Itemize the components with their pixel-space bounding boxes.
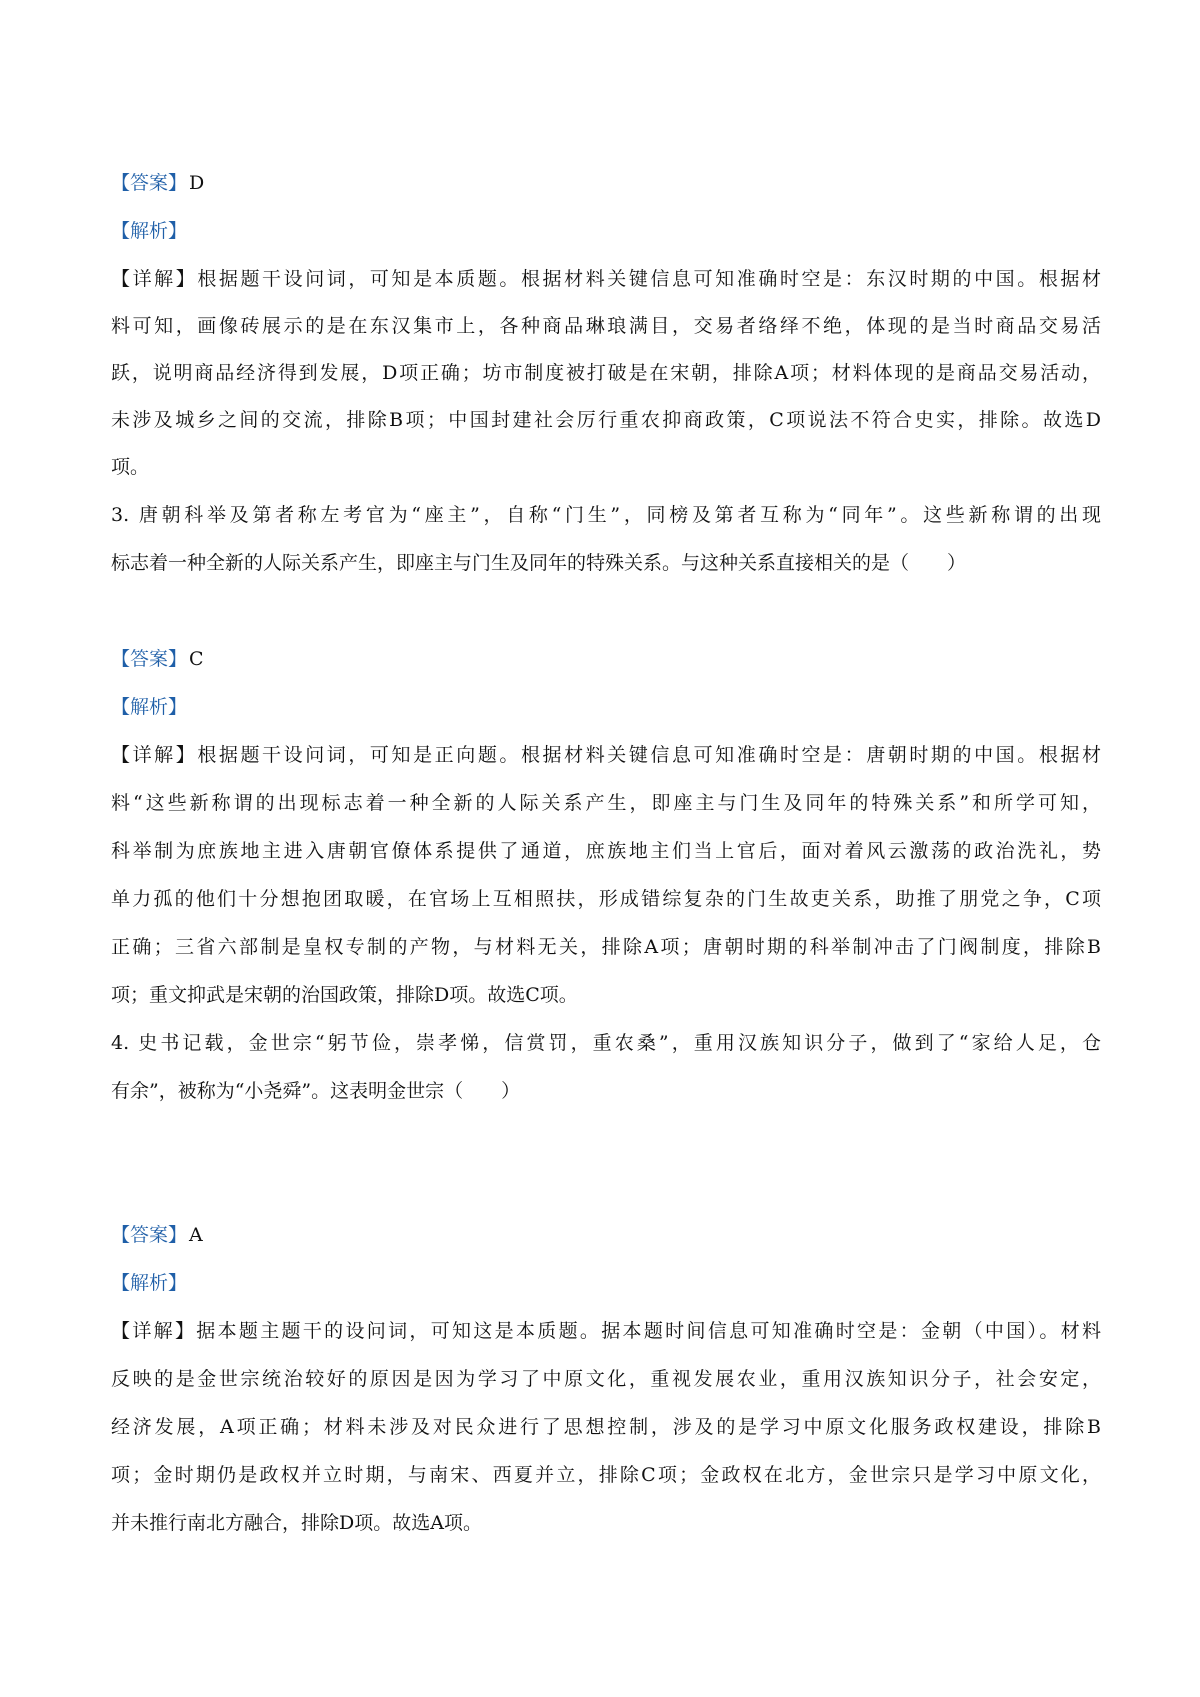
q2-detail-line-4: 未涉及城乡之间的交流，排除B项；中国封建社会厉行重农抑商政策，C项说法不符合史实，排除。故选D xyxy=(111,409,1101,431)
q2-detail-line-5: 项。 xyxy=(111,456,150,478)
q4-detail-line-2: 反映的是金世宗统治较好的原因是因为学习了中原文化，重视发展农业，重用汉族知识分子，社会安定， xyxy=(111,1368,1101,1390)
answer-tag: 【答案】 xyxy=(111,172,188,194)
q3-stem-line-1: 3. 唐朝科举及第者称左考官为“座主”，自称“门生”，同榜及第者互称为“同年”。这些新称谓的出现 xyxy=(111,504,1101,526)
q3-detail-line-3: 科举制为庶族地主进入唐朝官僚体系提供了通道，庶族地主们当上官后，面对着风云激荡的政治洗礼，势 xyxy=(111,840,1101,862)
q4-stem-line-2: 有余”，被称为“小尧舜”。这表明金世宗（ ） xyxy=(111,1080,521,1102)
q4-answer xyxy=(111,1222,1101,1248)
q3-analysis-heading xyxy=(111,694,1101,720)
answer-value: C xyxy=(189,648,204,670)
q3-detail-line-1 xyxy=(111,742,1101,768)
detail-text: 据本题主题干的设问词，可知这是本质题。据本题时间信息可知准确时空是：金朝（中国）。材料 xyxy=(196,1320,1101,1342)
q3-answer xyxy=(111,646,1101,672)
q4-detail-line-5: 并未推行南北方融合，排除D项。故选A项。 xyxy=(111,1512,482,1534)
q3-detail-line-2: 料“这些新称谓的出现标志着一种全新的人际关系产生，即座主与门生及同年的特殊关系”和所学可知， xyxy=(111,792,1101,814)
q4-detail-line-4: 项；金时期仍是政权并立时期，与南宋、西夏并立，排除C项；金政权在北方，金世宗只是学习中原文化， xyxy=(111,1464,1101,1486)
q4-detail-line-3: 经济发展，A项正确；材料未涉及对民众进行了思想控制，涉及的是学习中原文化服务政权建设，排除B xyxy=(111,1416,1101,1438)
q4-analysis-heading xyxy=(111,1270,1101,1296)
detail-tag: 【详解】 xyxy=(111,1320,197,1342)
answer-value: A xyxy=(189,1224,203,1246)
q4-stem-line-1: 4. 史书记载，金世宗“躬节俭，崇孝悌，信赏罚，重农桑”，重用汉族知识分子，做到了“家给人足，仓 xyxy=(111,1032,1101,1054)
q4-detail-line-1 xyxy=(111,1318,1101,1344)
detail-tag: 【详解】 xyxy=(111,268,198,290)
detail-tag: 【详解】 xyxy=(111,744,198,766)
answer-tag: 【答案】 xyxy=(111,1224,188,1246)
detail-text: 根据题干设问词，可知是本质题。根据材料关键信息可知准确时空是：东汉时期的中国。根据材 xyxy=(197,268,1101,290)
detail-text: 根据题干设问词，可知是正向题。根据材料关键信息可知准确时空是：唐朝时期的中国。根据材 xyxy=(197,744,1101,766)
analysis-tag: 【解析】 xyxy=(111,1272,188,1294)
q3-detail-line-6: 项；重文抑武是宋朝的治国政策，排除D项。故选C项。 xyxy=(111,984,578,1006)
analysis-tag: 【解析】 xyxy=(111,696,188,718)
answer-value: D xyxy=(189,172,205,194)
q2-detail-line-3: 跃，说明商品经济得到发展，D项正确；坊市制度被打破是在宋朝，排除A项；材料体现的是商品交易活动， xyxy=(111,362,1101,384)
q2-answer xyxy=(111,170,1101,196)
q3-detail-line-5: 正确；三省六部制是皇权专制的产物，与材料无关，排除A项；唐朝时期的科举制冲击了门阀制度，排除B xyxy=(111,936,1101,958)
q3-detail-line-4: 单力孤的他们十分想抱团取暖，在官场上互相照扶，形成错综复杂的门生故吏关系，助推了朋党之争，C项 xyxy=(111,888,1101,910)
answer-tag: 【答案】 xyxy=(111,648,188,670)
q2-detail-line-1 xyxy=(111,266,1101,292)
q2-detail-line-2: 料可知，画像砖展示的是在东汉集市上，各种商品琳琅满目，交易者络绎不绝，体现的是当时商品交易活 xyxy=(111,315,1101,337)
q3-stem-line-2: 标志着一种全新的人际关系产生，即座主与门生及同年的特殊关系。与这种关系直接相关的是（ ） xyxy=(111,552,967,574)
analysis-tag: 【解析】 xyxy=(111,220,188,242)
q2-analysis-heading xyxy=(111,218,1101,244)
